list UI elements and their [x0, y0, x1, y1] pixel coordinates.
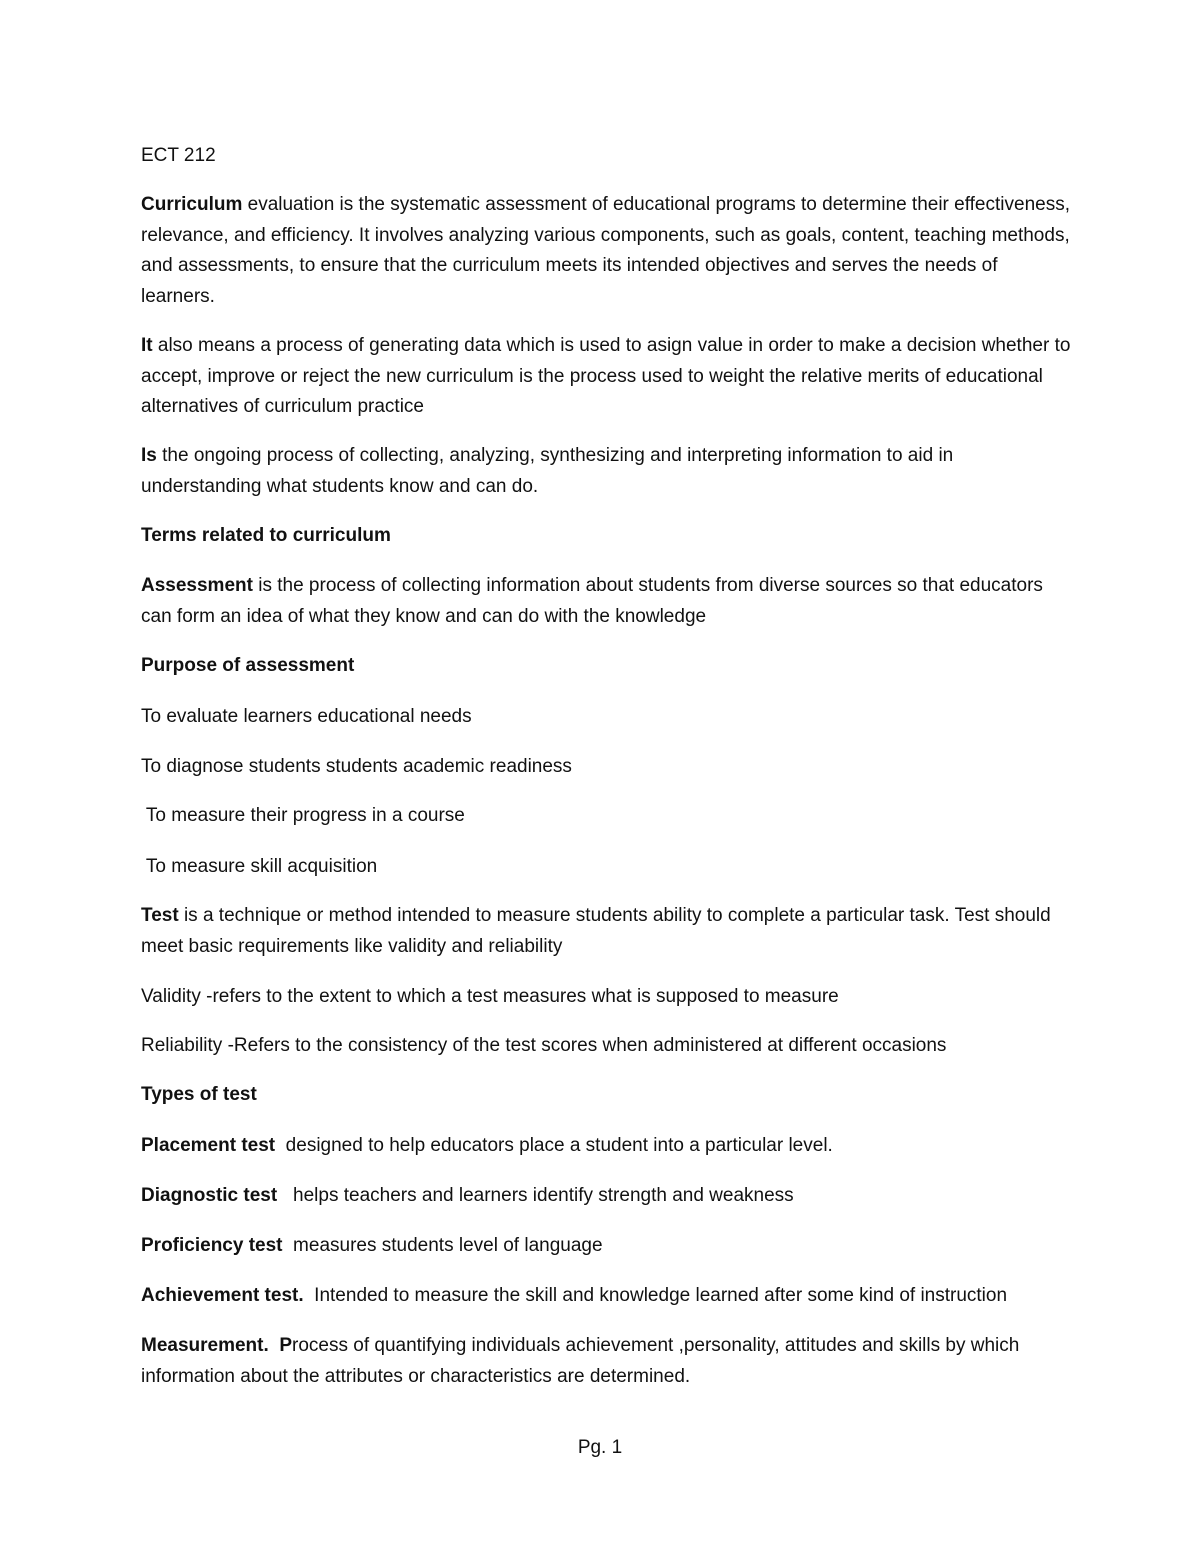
proficiency-test-definition: measures students level of language [282, 1235, 603, 1256]
reliability-line: Reliability -Refers to the consistency of the test scores when administered at different occasions [141, 1035, 947, 1056]
term-placement-test: Placement test [141, 1135, 276, 1156]
ongoing-process-paragraph [141, 441, 1076, 502]
test-definition: is a technique or method intended to measure students ability to complete a particular task. Test should meet basic requirements like validity and reliability [141, 905, 1051, 957]
heading-terms: Terms related to curriculum [141, 525, 391, 546]
process-definition: also means a process of generating data which is used to asign value in order to make a decision whether to accept, improve or reject the new curriculum is the process used to weight the relative merits of educational alternatives of curriculum practice [141, 335, 1071, 417]
test-paragraph [141, 901, 1076, 962]
process-paragraph [141, 331, 1076, 423]
measurement-paragraph [141, 1331, 1076, 1392]
lead-is: Is [141, 445, 157, 466]
curriculum-evaluation-paragraph [141, 190, 1076, 312]
page-number: Pg. 1 [577, 1437, 623, 1458]
term-diagnostic-test: Diagnostic test [141, 1185, 278, 1206]
term-proficiency-test: Proficiency test [141, 1235, 283, 1256]
heading-types: Types of test [141, 1084, 257, 1105]
measurement-lead-letter: P [268, 1335, 293, 1356]
type-item-proficiency [141, 1231, 603, 1262]
achievement-test-definition: Intended to measure the skill and knowledge learned after some kind of instruction [303, 1285, 1008, 1306]
purpose-item: To measure skill acquisition [141, 856, 378, 877]
assessment-definition: is the process of collecting information about students from diverse sources so that educators can form an idea of what they know and can do with the knowledge [141, 575, 1043, 627]
heading-purpose: Purpose of assessment [141, 655, 355, 676]
type-item-diagnostic [141, 1181, 794, 1212]
validity-line: Validity -refers to the extent to which a test measures what is supposed to measure [141, 986, 839, 1007]
type-item-placement [141, 1131, 833, 1162]
type-item-achievement [141, 1281, 1007, 1312]
purpose-item: To evaluate learners educational needs [141, 706, 472, 727]
lead-it: It [141, 335, 153, 356]
course-code: ECT 212 [141, 145, 216, 166]
ongoing-definition: the ongoing process of collecting, analyzing, synthesizing and interpreting information to aid in understanding what students know and can do. [141, 445, 954, 497]
assessment-paragraph [141, 571, 1076, 632]
curriculum-definition: evaluation is the systematic assessment of educational programs to determine their effectiveness, relevance, and efficiency. It involves analyzing various components, such as goals, content, teaching methods, and assessments, to ensure that the curriculum meets its intended objectives and serves the needs of learners. [141, 194, 1070, 307]
term-measurement: Measurement. [141, 1335, 269, 1356]
term-assessment: Assessment [141, 575, 253, 596]
term-test: Test [141, 905, 179, 926]
diagnostic-test-definition: helps teachers and learners identify strength and weakness [277, 1185, 794, 1206]
purpose-item: To measure their progress in a course [141, 805, 465, 826]
placement-test-definition: designed to help educators place a student into a particular level. [275, 1135, 833, 1156]
measurement-definition: rocess of quantifying individuals achievement ,personality, attitudes and skills by which information about the attributes or characteristics are determined. [141, 1335, 1020, 1387]
term-curriculum: Curriculum [141, 194, 243, 215]
purpose-item: To diagnose students students academic readiness [141, 756, 572, 777]
term-achievement-test: Achievement test. [141, 1285, 304, 1306]
